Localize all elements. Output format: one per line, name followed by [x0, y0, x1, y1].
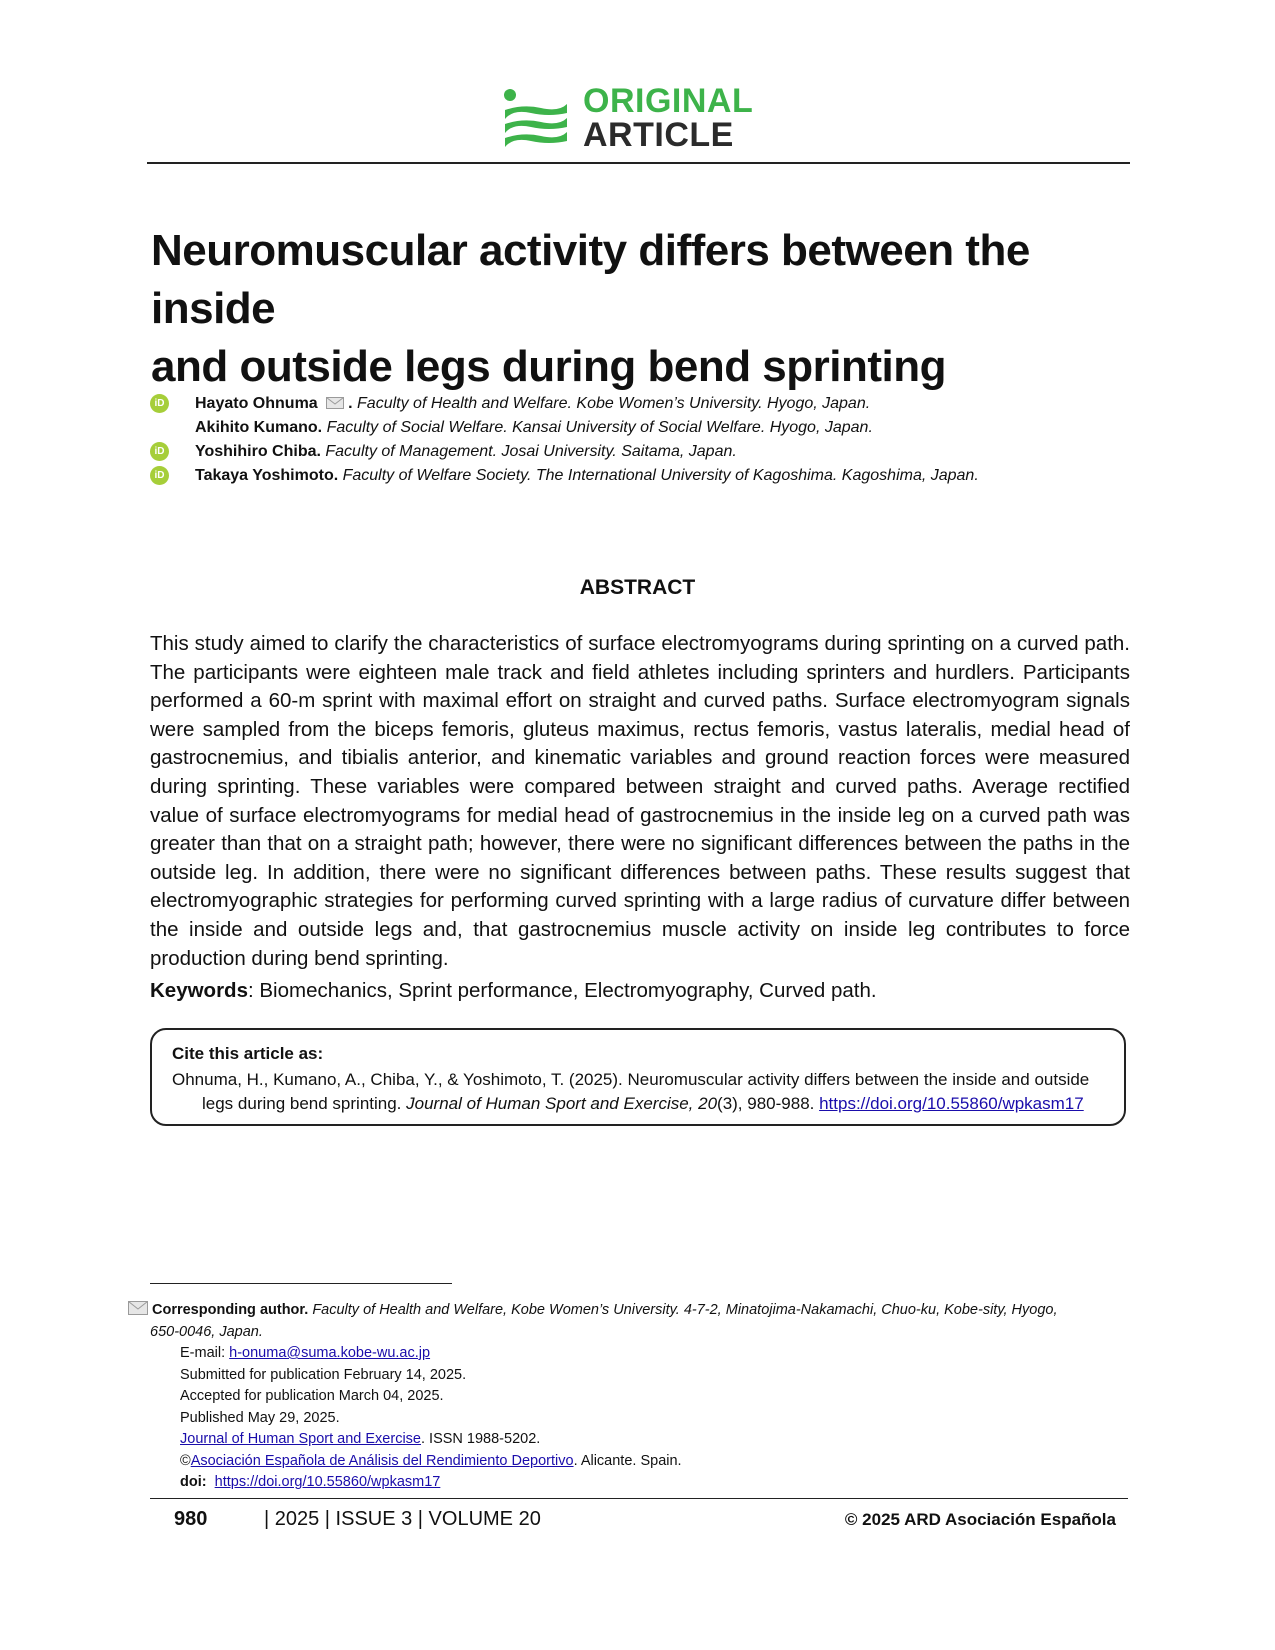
title-line-1: Neuromuscular activity differs between the inside — [151, 226, 1030, 333]
keywords-label: Keywords — [150, 979, 248, 1002]
header-rule — [147, 162, 1130, 164]
keywords — [150, 977, 1130, 1005]
abstract-text: This study aimed to clarify the characteristics of surface electromyograms during sprinting on a curved path. The participants were eighteen male track and field athletes including sprinters and hurdlers. Participants performed a 60-m sprint with maximal effort on straight and curved paths. Surface electromyogram signals were sampled from the biceps femoris, gluteus maximus, rectus femoris, vastus lateralis, medial head of gastrocnemius, and tibialis anterior, and kinematic variables and ground reaction forces were measured during sprinting. These variables were compared between straight and curved paths. Average rectified value of surface electromyograms for medial head of gastrocnemius in the inside leg on a curved path was greater than that on a straight path; however, there were no significant differences between the paths in the outside leg. In addition, there were no significant differences between paths. These results suggest that electromyographic strategies for performing curved sprinting with a large radius of curvature differ between the inside and outside legs and, that gastrocnemius muscle activity on inside leg contributes to force production during bend sprinting. — [150, 632, 1130, 970]
citation-issue-pages: (3), 980-988. — [717, 1094, 820, 1113]
author-name: Takaya Yoshimoto — [195, 467, 334, 484]
author-affiliation: Faculty of Welfare Society. The International University of Kagoshima. Kagoshima, Japan. — [342, 467, 979, 484]
issn-text: . ISSN 1988-5202. — [421, 1431, 541, 1447]
citation-journal: Journal of Human Sport and Exercise, 20 — [406, 1094, 718, 1113]
journal-line — [128, 1429, 1128, 1451]
journal-link[interactable]: Journal of Human Sport and Exercise — [180, 1431, 421, 1447]
email-label: E-mail: — [180, 1345, 230, 1361]
published-date: Published May 29, 2025. — [180, 1409, 340, 1426]
author-name: Yoshihiro Chiba — [195, 443, 317, 460]
accepted-date: Accepted for publication March 04, 2025. — [180, 1388, 444, 1404]
badge-text — [583, 84, 753, 152]
doi-link[interactable]: https://doi.org/10.55860/wpkasm17 — [214, 1474, 441, 1490]
citation-box — [150, 1028, 1126, 1126]
author-name: Hayato Ohnuma — [195, 395, 318, 412]
author-row: iD Hayato Ohnuma . Faculty of Health and Welfare. Kobe Women’s University. Hyogo, Japan. — [150, 392, 1130, 416]
author-name: Akihito Kumano — [195, 419, 318, 436]
page-number: 980 — [174, 1508, 208, 1530]
author-affiliation: Faculty of Management. Josai University. Saitama, Japan. — [325, 443, 737, 460]
footer-rule — [150, 1498, 1128, 1499]
journal-badge — [503, 84, 773, 154]
orcid-icon[interactable]: iD — [150, 394, 169, 413]
abstract-heading: ABSTRACT — [579, 576, 696, 599]
orcid-icon[interactable]: iD — [150, 466, 169, 485]
title-line-2: and outside legs during bend sprinting — [151, 342, 946, 391]
author-affiliation: Faculty of Health and Welfare. Kobe Women’s University. Hyogo, Japan. — [357, 395, 871, 412]
citation-part-1: Ohnuma, H., Kumano, A., Chiba, Y., & Yoshimoto, T. (2025). Neuromuscular activity differs between the inside and outside — [172, 1070, 1090, 1089]
author-row: Akihito Kumano. Faculty of Social Welfare. Kansai University of Social Welfare. Hyogo, Japan. — [195, 419, 873, 436]
footnote-rule — [150, 1283, 452, 1284]
email-line — [128, 1343, 1128, 1365]
copyright-symbol: © — [180, 1452, 191, 1469]
keywords-list: : Biomechanics, Sprint performance, Electromyography, Curved path. — [247, 979, 877, 1002]
citation-part-2: legs during bend sprinting. — [202, 1094, 407, 1113]
envelope-icon — [326, 397, 344, 409]
corresponding-address-2: 650-0046, Japan. — [150, 1323, 263, 1340]
envelope-icon — [128, 1301, 148, 1315]
page-footer — [150, 1508, 1128, 1538]
author-affiliation: Faculty of Social Welfare. Kansai University of Social Welfare. Hyogo, Japan. — [326, 419, 873, 436]
issue-info: | 2025 | ISSUE 3 | VOLUME 20 — [264, 1508, 541, 1530]
footnote — [128, 1300, 1128, 1494]
author-row: iD Takaya Yoshimoto. Faculty of Welfare Society. The International University of Kagoshima. Kagoshima, Japan. — [150, 464, 1130, 488]
society-location: . Alicante. Spain. — [573, 1452, 682, 1469]
society-line — [128, 1451, 1128, 1473]
footer-copyright: © 2025 ARD Asociación Española — [844, 1510, 1116, 1529]
citation-doi-link[interactable]: https://doi.org/10.55860/wpkasm17 — [819, 1094, 1084, 1113]
badge-line-1: ORIGINAL — [583, 82, 754, 120]
corresponding-address: Faculty of Health and Welfare, Kobe Women’s University. 4-7-2, Minatojima-Nakamachi, Chuo-ku, Kobe-sity, Hyogo, — [312, 1302, 1058, 1318]
email-link[interactable]: h-onuma@suma.kobe-wu.ac.jp — [229, 1345, 431, 1361]
article-title — [151, 222, 1131, 396]
doi-label: doi: — [180, 1474, 207, 1490]
badge-line-2: ARTICLE — [583, 116, 734, 154]
submitted-date: Submitted for publication February 14, 2025. — [180, 1366, 467, 1383]
citation-text — [172, 1068, 1112, 1116]
citation-label: Cite this article as: — [172, 1044, 324, 1063]
orcid-icon[interactable]: iD — [150, 442, 169, 461]
author-list — [150, 392, 1130, 488]
badge-stripes-icon — [503, 88, 569, 148]
society-link[interactable]: Asociación Española de Análisis del Rendimiento Deportivo — [190, 1452, 574, 1469]
corresponding-label: Corresponding author. — [152, 1302, 309, 1318]
doi-line — [128, 1472, 1128, 1494]
corresponding-author-line — [128, 1300, 1128, 1322]
author-row: iD Yoshihiro Chiba. Faculty of Management. Josai University. Saitama, Japan. — [150, 440, 1130, 464]
